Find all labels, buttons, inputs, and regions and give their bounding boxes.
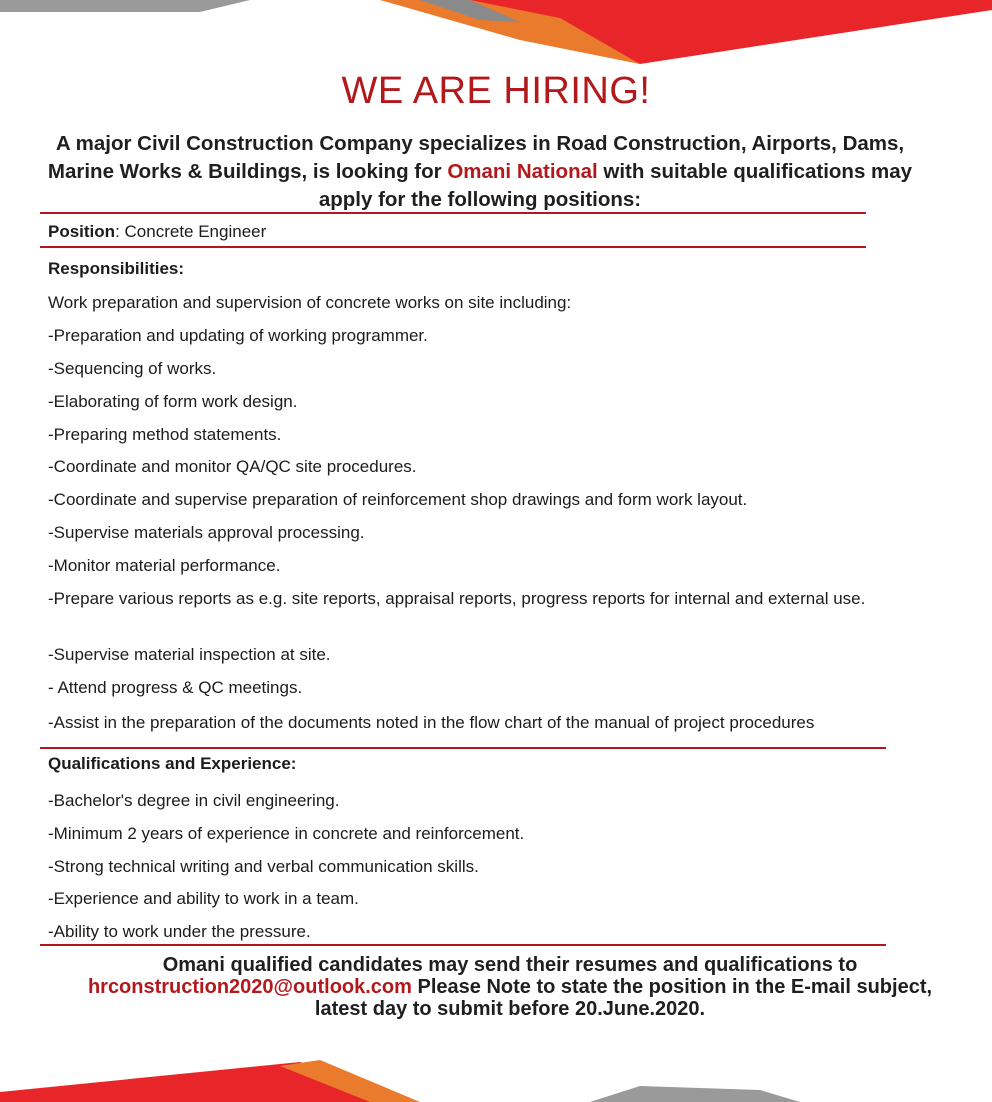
footer-line-2-rest: Please Note to state the position in the E-mail subject, — [411, 976, 933, 998]
divider-responsibilities — [40, 747, 886, 749]
list-item: -Prepare various reports as e.g. site reports, appraisal reports, progress reports for internal and external use. — [48, 589, 866, 608]
list-item: -Elaborating of form work design. — [48, 392, 298, 411]
divider-position — [40, 246, 866, 248]
qualifications-heading: Qualifications and Experience: — [48, 754, 297, 773]
page-title: WE ARE HIRING! — [341, 70, 651, 112]
list-item: -Supervise materials approval processing. — [48, 523, 365, 542]
list-item: -Assist in the preparation of the documents noted in the flow chart of the manual of project procedures — [48, 713, 815, 732]
list-item: Work preparation and supervision of concrete works on site including: — [48, 293, 572, 312]
position-value: Concrete Engineer — [124, 222, 267, 241]
list-item: -Ability to work under the pressure. — [48, 922, 311, 941]
position-label: Position — [48, 222, 116, 241]
contact-email-link[interactable]: hrconstruction2020@outlook.com — [87, 976, 412, 998]
intro-text-before: A major Civil Construction Company specializes in Road Construction, Airports, Dams, Marine Works & Buildings, is looking for — [47, 132, 905, 183]
position-separator: : — [115, 222, 125, 241]
divider-top — [40, 212, 866, 214]
list-item: -Experience and ability to work in a team. — [48, 889, 359, 908]
footer-line-2 — [40, 976, 980, 998]
intro-highlight: Omani National — [447, 160, 598, 183]
list-item: -Coordinate and supervise preparation of reinforcement shop drawings and form work layout. — [48, 490, 748, 509]
intro-text-after: with suitable qualifications may apply for the following positions: — [318, 160, 913, 211]
list-item: -Minimum 2 years of experience in concrete and reinforcement. — [48, 824, 525, 843]
list-item: -Supervise material inspection at site. — [48, 645, 331, 664]
list-item: -Monitor material performance. — [48, 556, 281, 575]
intro-paragraph — [40, 130, 920, 214]
responsibilities-heading: Responsibilities: — [48, 259, 185, 278]
list-item: -Bachelor's degree in civil engineering. — [48, 791, 340, 810]
bottom-gray-banner — [590, 1086, 800, 1102]
footer-note — [40, 954, 980, 1020]
list-item: -Coordinate and monitor QA/QC site procedures. — [48, 457, 417, 476]
list-item: -Strong technical writing and verbal communication skills. — [48, 857, 479, 876]
list-item: - Attend progress & QC meetings. — [48, 678, 303, 697]
footer-line-1: Omani qualified candidates may send their resumes and qualifications to — [162, 954, 858, 976]
list-item: -Sequencing of works. — [48, 359, 217, 378]
list-item: -Preparation and updating of working programmer. — [48, 326, 428, 345]
divider-qualifications — [40, 944, 886, 946]
list-item: -Preparing method statements. — [48, 425, 282, 444]
top-gray-banner — [0, 0, 250, 12]
footer-line-3: latest day to submit before 20.June.2020. — [314, 998, 706, 1020]
position-line — [48, 221, 266, 243]
